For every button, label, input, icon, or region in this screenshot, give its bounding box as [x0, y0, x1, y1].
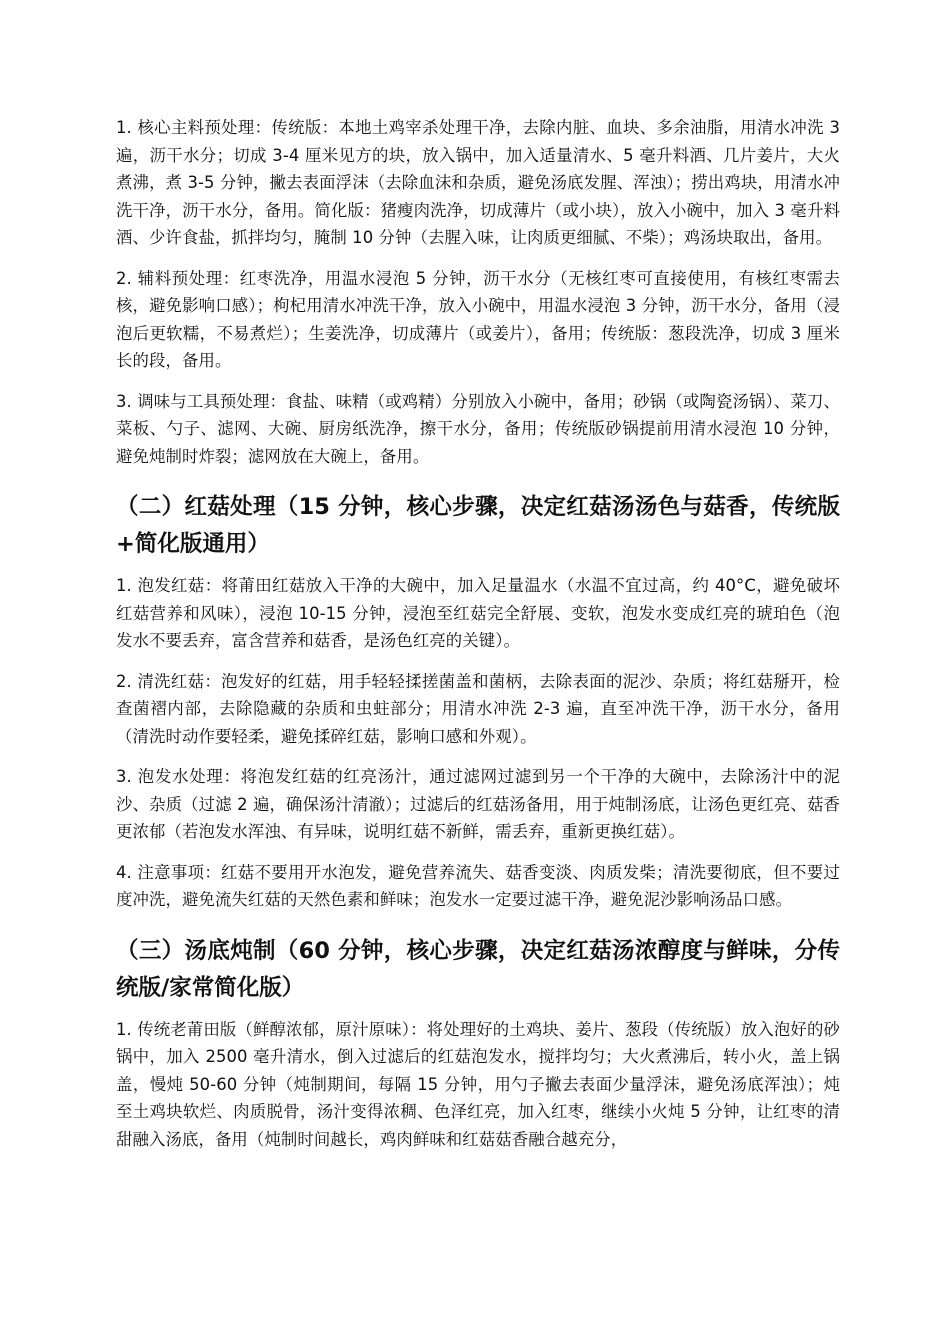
- paragraph-auxiliary-prep: 2. 辅料预处理：红枣洗净，用温水浸泡 5 分钟，沥干水分（无核红枣可直接使用，有核红枣需去核，避免影响口感）；枸杞用清水冲洗干净，放入小碗中，用温水浸泡 3 分钟，沥干水分，备用（浸泡后更软糯，不易煮烂）；生姜洗净，切成薄片（或姜片），备用；传统版：葱段洗净，切成 3 厘米长的段，备用。: [116, 268, 840, 370]
- paragraph-main-ingredient-prep: 1. 核心主料预处理：传统版：本地土鸡宰杀处理干净，去除内脏、血块、多余油脂，用清水冲洗 3 遍，沥干水分；切成 3-4 厘米见方的块，放入锅中，加入适量清水、5 毫升料酒、几片姜片，大火煮沸，煮 3-5 分钟，撇去表面浮沫（去除血沫和杂质，避免汤底发腥、浑浊）；捞出鸡块，用清水冲洗干净，沥干水分，备用。简化版：猪瘦肉洗净，切成薄片（或小块），放入小碗中，加入 3 毫升料酒、少许食盐，抓拌均匀，腌制 10 分钟（去腥入味，让肉质更细腻、不柴）；鸡汤块取出，备用。: [116, 118, 840, 247]
- document-page: [116, 114, 840, 1166]
- section-heading-red-mushroom: （二）红菇处理（15 分钟，核心步骤，决定红菇汤汤色与菇香，传统版+简化版通用）: [116, 494, 840, 557]
- paragraph-notes: 4. 注意事项：红菇不要用开水泡发，避免营养流失、菇香变淡、肉质发柴；清洗要彻底，但不要过度冲洗，避免流失红菇的天然色素和鲜味；泡发水一定要过滤干净，避免泥沙影响汤品口感。: [116, 862, 840, 909]
- paragraph-soak-water: 3. 泡发水处理：将泡发红菇的红亮汤汁，通过滤网过滤到另一个干净的大碗中，去除汤汁中的泥沙、杂质（过滤 2 遍，确保汤汁清澈）；过滤后的红菇汤备用，用于炖制汤底，让汤色更红亮、菇香更浓郁（若泡发水浑浊、有异味，说明红菇不新鲜，需丢弃，重新更换红菇）。: [116, 767, 840, 841]
- paragraph-traditional-putian: 1. 传统老莆田版（鲜醇浓郁，原汁原味）：将处理好的土鸡块、姜片、葱段（传统版）放入泡好的砂锅中，加入 2500 毫升清水，倒入过滤后的红菇泡发水，搅拌均匀；大火煮沸后，转小火，盖上锅盖，慢炖 50-60 分钟（炖制期间，每隔 15 分钟，用勺子撇去表面少量浮沫，避免汤底浑浊）；炖至土鸡块软烂、肉质脱骨，汤汁变得浓稠、色泽红亮，加入红枣，继续小火炖 5 分钟，让红枣的清甜融入汤底，备用（炖制时间越长，鸡肉鲜味和红菇菇香融合越充分，: [116, 1019, 840, 1149]
- paragraph-soak-mushroom: 1. 泡发红菇：将莆田红菇放入干净的大碗中，加入足量温水（水温不宜过高，约 40°C，避免破坏红菇营养和风味），浸泡 10-15 分钟，浸泡至红菇完全舒展、变软，泡发水变成红亮的琥珀色（泡发水不要丢弃，富含营养和菇香，是汤色红亮的关键）。: [116, 576, 840, 650]
- paragraph-wash-mushroom: 2. 清洗红菇：泡发好的红菇，用手轻轻揉搓菌盖和菌柄，去除表面的泥沙、杂质；将红菇掰开，检查菌褶内部，去除隐藏的杂质和虫蛀部分；用清水冲洗 2-3 遍，直至冲洗干净，沥干水分，备用（清洗时动作要轻柔，避免揉碎红菇，影响口感和外观）。: [116, 671, 840, 746]
- paragraph-seasoning-tool-prep: 3. 调味与工具预处理：食盐、味精（或鸡精）分别放入小碗中，备用；砂锅（或陶瓷汤锅）、菜刀、菜板、勺子、滤网、大碗、厨房纸洗净，擦干水分，备用；传统版砂锅提前用清水浸泡 10 分钟，避免炖制时炸裂；滤网放在大碗上，备用。: [116, 391, 840, 466]
- section-heading-broth-stewing: （三）汤底炖制（60 分钟，核心步骤，决定红菇汤浓醇度与鲜味，分传统版/家常简化版）: [116, 937, 840, 1001]
